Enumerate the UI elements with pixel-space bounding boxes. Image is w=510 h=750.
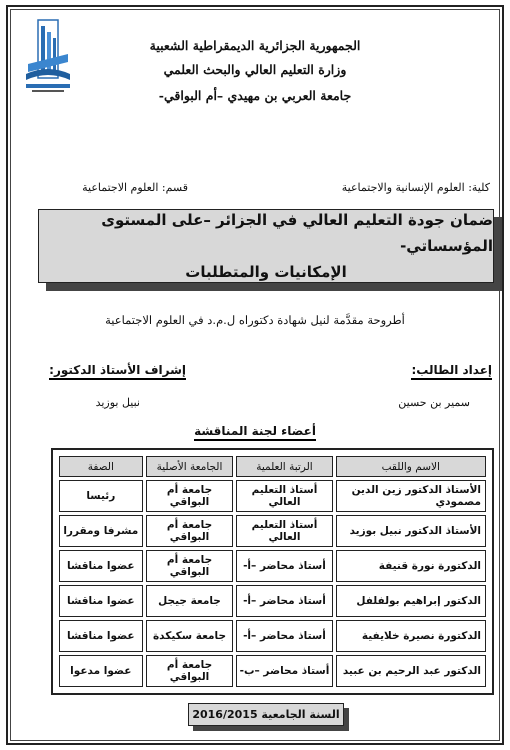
thesis-title-line-2: الإمكانيات والمتطلبات <box>185 263 347 281</box>
university-heading: جامعة العربي بن مهيدي –أم البواقي- <box>158 88 352 103</box>
member-university: جامعة جيجل <box>146 585 234 617</box>
member-name: الدكتورة نصيرة خلايفية <box>336 620 486 652</box>
member-name: الأستاذ الدكتور زين الدين مصمودي <box>336 480 486 512</box>
table-header-row <box>59 456 486 477</box>
member-rank: أستاذ محاضر –أ- <box>236 550 332 582</box>
member-rank: أستاذ محاضر –أ- <box>236 585 332 617</box>
table-row <box>59 480 486 512</box>
member-university: جامعة أم البواقي <box>146 480 234 512</box>
table-row <box>59 515 486 547</box>
member-role: عضوا مدعوا <box>59 655 143 687</box>
prepared-by-label: إعداد الطالب: <box>411 363 492 380</box>
committee-heading-text: أعضاء لجنة المناقشة <box>194 424 316 441</box>
thesis-statement: أطروحة مقدَّمة لنيل شهادة دكتوراه ل.م.د في العلوم الاجتماعية <box>105 313 405 327</box>
member-university: جامعة سكيكدة <box>146 620 234 652</box>
supervisor-name: نبيل بوزيد <box>95 396 140 409</box>
member-rank: أستاذ محاضر –ب- <box>236 655 332 687</box>
academic-year-box: السنة الجامعية 2016/2015 <box>188 703 344 726</box>
table-row <box>59 620 486 652</box>
member-name: الدكتورة نورة قنيفة <box>336 550 486 582</box>
member-role: عضوا مناقشا <box>59 550 143 582</box>
member-role: عضوا مناقشا <box>59 585 143 617</box>
committee-heading <box>0 424 510 438</box>
member-rank: أستاذ محاضر –أ- <box>236 620 332 652</box>
department-label: قسم: العلوم الاجتماعية <box>82 181 188 194</box>
republic-heading: الجمهورية الجزائرية الديمقراطية الشعبية <box>149 38 361 53</box>
thesis-title-line-1: ضمان جودة التعليم العالي في الجزائر –على المستوى المؤسساتي- <box>101 211 493 255</box>
column-header-role: الصفة <box>59 456 143 477</box>
member-name: الدكتور إبراهيم بولفلفل <box>336 585 486 617</box>
student-name: سمير بن حسين <box>398 396 470 409</box>
committee-table-frame <box>51 448 494 695</box>
table-row <box>59 550 486 582</box>
member-name: الأستاذ الدكتور نبيل بوزيد <box>336 515 486 547</box>
column-header-rank: الرتبة العلمية <box>236 456 332 477</box>
table-row <box>59 655 486 687</box>
member-university: جامعة أم البواقي <box>146 550 234 582</box>
university-logo-icon <box>24 18 72 98</box>
faculty-label: كلية: العلوم الإنسانية والاجتماعية <box>341 181 490 194</box>
thesis-title-box <box>38 209 494 283</box>
ministry-heading: وزارة التعليم العالي والبحث العلمي <box>163 62 347 77</box>
supervisor-label: إشراف الأستاذ الدكتور: <box>49 363 186 380</box>
member-role: مشرفا ومقررا <box>59 515 143 547</box>
member-name: الدكتور عبد الرحيم بن عبيد <box>336 655 486 687</box>
committee-table <box>56 453 489 690</box>
member-rank: أستاذ التعليم العالي <box>236 480 332 512</box>
member-university: جامعة أم البواقي <box>146 515 234 547</box>
column-header-name: الاسم واللقب <box>336 456 486 477</box>
member-role: عضوا مناقشا <box>59 620 143 652</box>
member-role: رئيسا <box>59 480 143 512</box>
column-header-university: الجامعة الأصلية <box>146 456 234 477</box>
member-rank: أستاذ التعليم العالي <box>236 515 332 547</box>
member-university: جامعة أم البواقي <box>146 655 234 687</box>
table-row <box>59 585 486 617</box>
